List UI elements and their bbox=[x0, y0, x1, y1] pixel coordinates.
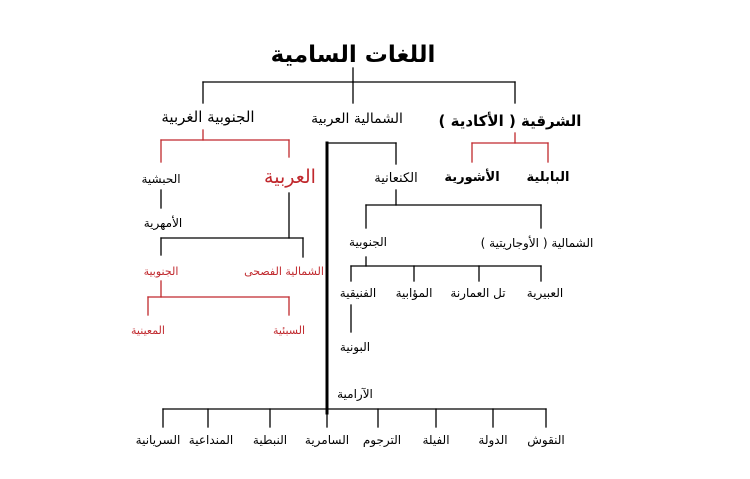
node-babylonian: البابلية bbox=[526, 170, 570, 185]
aramaic-child-targum: الترجوم bbox=[362, 433, 402, 447]
node-arabic: العربية bbox=[264, 166, 316, 188]
node-phoenician: الفنيقية bbox=[339, 286, 377, 300]
node-ethiopic: الحبشية bbox=[141, 172, 181, 186]
node-labels bbox=[131, 42, 593, 448]
node-assyrian: الأشورية bbox=[444, 170, 500, 185]
aramaic-child-nabataean: النبطية bbox=[252, 433, 288, 447]
node-punic: البونية bbox=[339, 340, 371, 354]
aramaic-child-mandaic: المنداعية bbox=[188, 433, 234, 447]
node-moabite: المؤابية bbox=[395, 286, 433, 300]
node-amharic: الأمهرية bbox=[143, 216, 183, 230]
node-hebrew: العبيرية bbox=[526, 286, 564, 300]
node-southwest: الجنوبية الغربية bbox=[161, 108, 255, 126]
node-north-classical-arabic: الشمالية الفصحى bbox=[244, 265, 324, 278]
tree-title: اللغات السامية bbox=[270, 42, 436, 68]
aramaic-child-syriac: السريانية bbox=[135, 433, 181, 447]
node-south-arabian: الجنوبية bbox=[143, 265, 179, 278]
node-southern-canaanite: الجنوبية bbox=[349, 235, 387, 249]
node-sabaic: السبئية bbox=[272, 324, 306, 337]
node-minaean: المعينية bbox=[131, 324, 165, 337]
aramaic-child-samaritan: السامرية bbox=[304, 433, 350, 447]
aramaic-child-inscriptions: النقوش bbox=[527, 433, 565, 447]
node-northern-ugaritic: الشمالية ( الأوجاريتية ) bbox=[480, 236, 594, 250]
node-northwest-arabic: الشمالية العربية bbox=[311, 111, 403, 127]
node-canaanite: الكنعانية bbox=[374, 171, 418, 186]
node-aramaic: الآرامية bbox=[337, 387, 373, 401]
aramaic-child-state: الدولة bbox=[478, 433, 508, 447]
aramaic-child-elephantine: الفيلة bbox=[422, 433, 450, 447]
node-eastern-akkadian: الشرقية ( الأكادية ) bbox=[438, 112, 582, 130]
node-tell-amarna: تل العمارنة bbox=[450, 286, 506, 300]
